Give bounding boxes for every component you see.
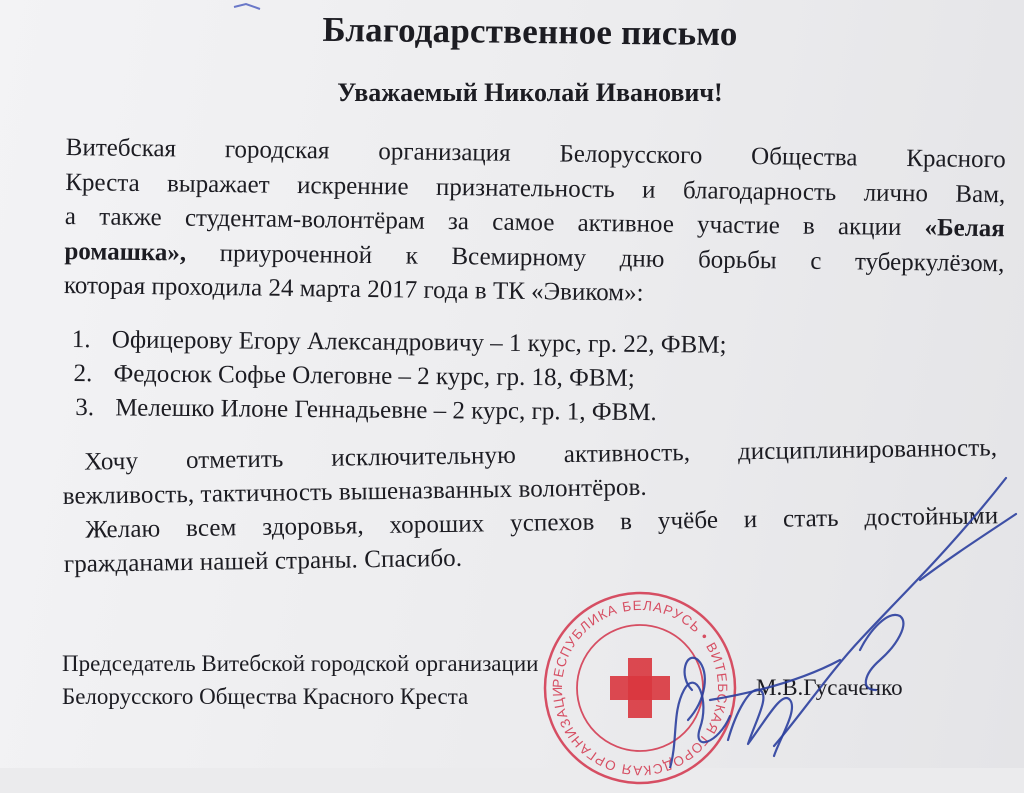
action-name-part: ромашка», xyxy=(64,237,187,267)
student-entry: Федосюк Софье Олеговне – 2 курс, гр. 18, ФВМ; xyxy=(113,360,635,392)
action-name-part: «Белая xyxy=(924,214,1005,243)
body-line: которая проходила 24 марта 2017 года в ТК «Эвиком»: xyxy=(63,271,644,307)
stamp-text: РЕСПУБЛИКА БЕЛАРУСЬ • ВИТЕБСКАЯ ГОРОДСКАЯ ОРГАНИЗАЦИ xyxy=(549,597,731,779)
signatory-line: Белорусского Общества Красного Креста xyxy=(62,684,469,709)
closing-line: Хочу отметить исключительную активность, дисциплинированность, xyxy=(84,434,998,476)
list-number: 1. xyxy=(71,325,91,354)
student-list xyxy=(71,323,932,433)
closing-line: гражданами нашей страны. Спасибо. xyxy=(63,544,463,578)
body-line: Витебская городская организация Белорусского Общества Красного xyxy=(65,133,1006,174)
signer-name: М.В.Гусаченко xyxy=(756,675,903,700)
list-number: 3. xyxy=(75,394,95,422)
list-number: 2. xyxy=(73,360,93,388)
letter-title: Благодарственное письмо xyxy=(322,9,738,54)
red-cross-stamp xyxy=(540,588,740,788)
student-entry: Офицерову Егору Александровичу – 1 курс, гр. 22, ФВМ; xyxy=(111,326,727,359)
closing-line: вежливость, тактичность вышеназванных волонтёров. xyxy=(62,473,647,510)
letter-closing xyxy=(62,431,999,582)
student-entry: Мелешко Илоне Геннадьевне – 2 курс, гр. 1, ФВМ. xyxy=(115,394,657,427)
body-line: приуроченной к Всемирному дню борьбы с туберкулёзом, xyxy=(185,239,1005,277)
body-line: Креста выражает искренние признательность и благодарность лично Вам, xyxy=(65,168,1006,208)
letter-body xyxy=(64,131,1006,316)
letter-greeting: Уважаемый Николай Иванович! xyxy=(337,78,723,107)
signatory-line: Председатель Витебской городской организации xyxy=(62,651,539,676)
list-item xyxy=(75,391,931,432)
closing-line: Желаю всем здоровья, хороших успехов в учёбе и стать достойными xyxy=(85,502,999,544)
body-line: а также студентам-волонтёрам за самое активное участие в акции xyxy=(64,202,925,242)
